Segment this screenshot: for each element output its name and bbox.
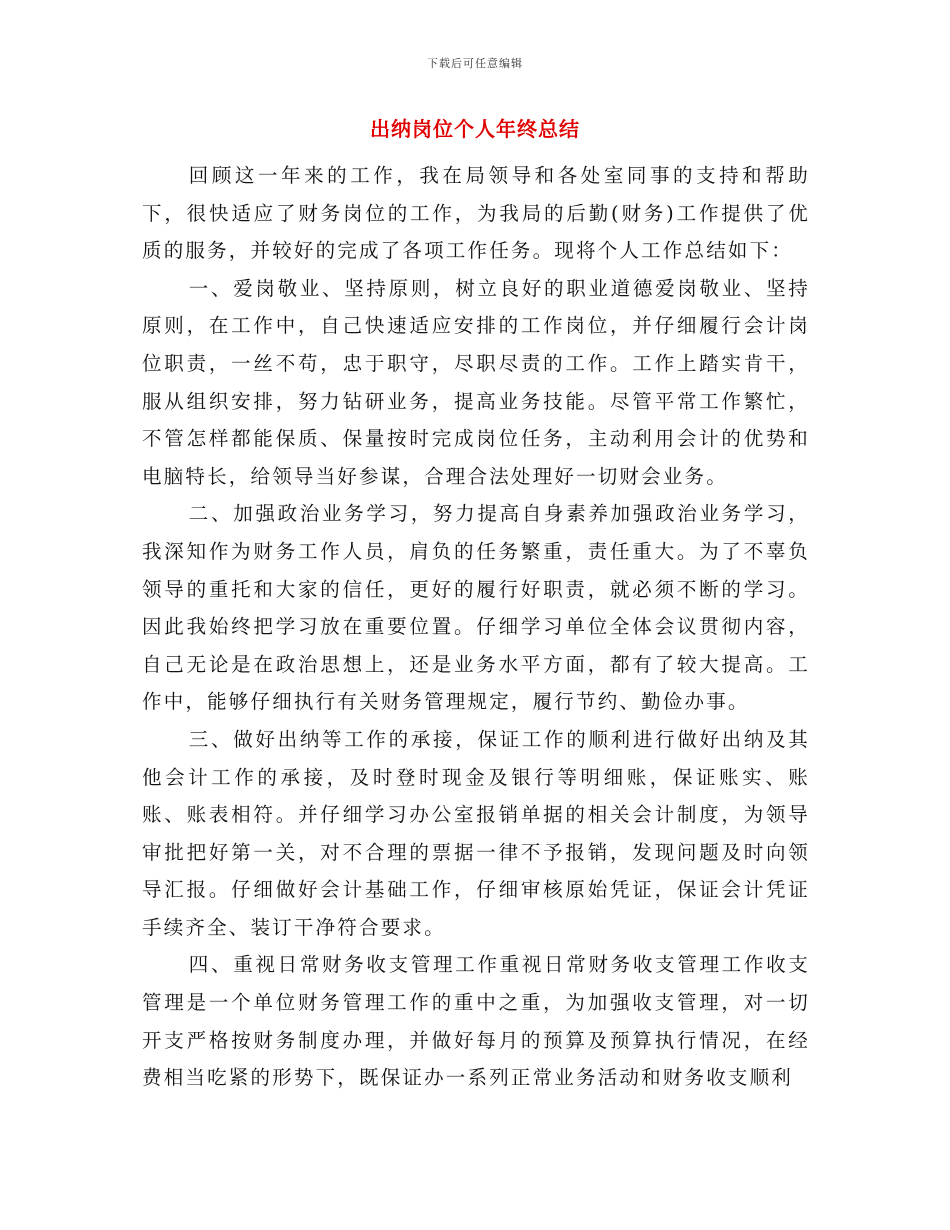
- paragraph-section-4: 四、重视日常财务收支管理工作重视日常财务收支管理工作收支管理是一个单位财务管理工作的重中之重，为加强收支管理，对一切开支严格按财务制度办理，并做好每月的预算及预算执行情况，在经费相当吃紧的形势下，既保证办一系列正常业务活动和财务收支顺利: [142, 953, 810, 1090]
- paragraph-section-2: 二、加强政治业务学习，努力提高自身素养加强政治业务学习，我深知作为财务工作人员，肩负的任务繁重，责任重大。为了不辜负领导的重托和大家的信任，更好的履行好职责，就必须不断的学习。因此我始终把学习放在重要位置。仔细学习单位全体会议贯彻内容，自己无论是在政治思想上，还是业务水平方面，都有了较大提高。工作中，能够仔细执行有关财务管理规定，履行节约、勤俭办事。: [142, 502, 810, 714]
- paragraph-intro: 回顾这一年来的工作，我在局领导和各处室同事的支持和帮助下，很快适应了财务岗位的工作，为我局的后勤(财务)工作提供了优质的服务，并较好的完成了各项工作任务。现将个人工作总结如下：: [142, 164, 810, 263]
- paragraph-section-3: 三、做好出纳等工作的承接，保证工作的顺利进行做好出纳及其他会计工作的承接，及时登时现金及银行等明细账，保证账实、账账、账表相符。并仔细学习办公室报销单据的相关会计制度，为领导审批把好第一关，对不合理的票据一律不予报销，发现问题及时向领导汇报。仔细做好会计基础工作，仔细审核原始凭证，保证会计凭证手续齐全、装订干净符合要求。: [142, 727, 810, 939]
- header-note: 下载后可任意编辑: [427, 57, 523, 70]
- document-title: 出纳岗位个人年终总结: [370, 117, 580, 141]
- document-body: [142, 157, 810, 1097]
- paragraph-section-1: 一、爱岗敬业、坚持原则，树立良好的职业道德爱岗敬业、坚持原则，在工作中，自己快速适应安排的工作岗位，并仔细履行会计岗位职责，一丝不苟，忠于职守，尽职尽责的工作。工作上踏实肯干，服从组织安排，努力钻研业务，提高业务技能。尽管平常工作繁忙，不管怎样都能保质、保量按时完成岗位任务，主动利用会计的优势和电脑特长，给领导当好参谋，合理合法处理好一切财会业务。: [142, 276, 810, 488]
